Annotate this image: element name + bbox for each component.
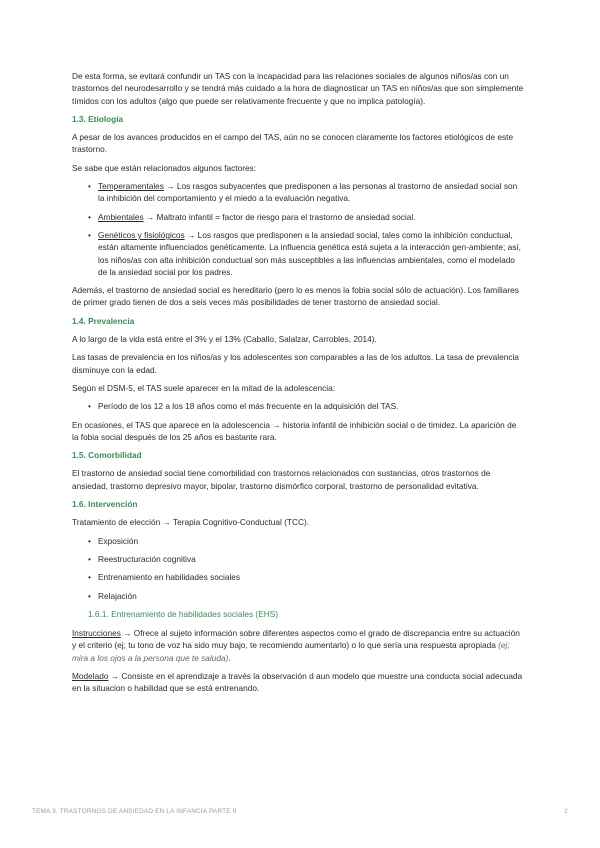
heading-intervencion: 1.6. Intervención [72, 499, 138, 510]
modelado-paragraph [72, 670, 524, 695]
heading-etiologia: 1.3. Etiología [72, 113, 124, 124]
page-footer [32, 808, 568, 815]
instrucciones-end: . [228, 652, 231, 663]
term-modelado: Modelado [72, 670, 109, 681]
intervencion-paragraph: Tratamiento de elección → Terapia Cognitivo-Conductual (TCC). [72, 517, 310, 528]
list-item: • Entrenamiento en habilidades sociales [88, 571, 524, 583]
intro-paragraph: De esta forma, se evitará confundir un TAS con la incapacidad para las relaciones sociales de algunos niños/as con un trastornos del neurodesarrollo y se tendrá más cuidado a la hora de diagnosticar un TAS en niños/as que son simplemente tímidos con los adultos (algo que puede ser relativamente frecuente y que no implica patología). [72, 71, 524, 106]
list-item: • Relajación [88, 590, 524, 602]
heading-comorbilidad: 1.5. Comorbilidad [72, 450, 142, 461]
list-item [88, 211, 524, 223]
list-item: • Reestructuración cognitiva [88, 553, 524, 565]
instrucciones-paragraph [72, 627, 524, 664]
intervencion-list [72, 535, 524, 602]
etiologia-paragraph-1: A pesar de los avances producidos en el campo del TAS, aún no se conocen claramente los factores etiológicos de este trastorno. [72, 132, 514, 155]
etiologia-paragraph-2: Se sabe que están relacionados algunos factores: [72, 162, 257, 173]
hereditario-paragraph: Además, el trastorno de ansiedad social es hereditario (pero lo es menos la fobia social sólo de actuación). Los familiares de primer grado tienen de dos a seis veces más posibilidades de tener trastorno de ansiedad social. [72, 285, 519, 308]
list-item: • Período de los 12 a los 18 años como el más frecuente en la adquisición del TAS. [88, 400, 524, 412]
instrucciones-example: (ej; mira a los ojos a la persona que te saluda) [72, 640, 510, 663]
prevalencia-paragraph-4: En ocasiones, el TAS que aparece en la adolescencia → historia infantil de inhibición social o de timidez. La aparición de la fobia social después de los 25 años es bastante rara. [72, 419, 517, 442]
list-item [88, 229, 524, 278]
prevalencia-list [72, 400, 524, 412]
page-number: 2 [564, 808, 568, 815]
factores-list [72, 180, 524, 278]
footer-title: TEMA 3. TRASTORNOS DE ANSIEDAD EN LA INFANCIA PARTE II [32, 808, 237, 815]
document-body [72, 70, 524, 701]
term-geneticos: Genéticos y fisiológicos [98, 229, 185, 240]
modelado-text: → Consiste en el aprendizaje a través la observación d aun modelo que muestre una conducta social adecuada en la situacion o habilidad que se está entrenando. [72, 670, 523, 694]
prevalencia-paragraph-1: A lo largo de la vida está entre el 3% y el 13% (Caballo, Salalzar, Carrobles, 2014). [72, 334, 377, 345]
prevalencia-paragraph-3: Según el DSM-5, el TAS suele aparecer en la mitad de la adolescencia: [72, 382, 336, 393]
subheading-ehs: 1.6.1. Entrenamiento de habilidades sociales (EHS) [88, 608, 279, 619]
list-item-text: → Maltrato infantil = factor de riesgo para el trastorno de ansiedad social. [143, 211, 416, 222]
term-temperamentales: Temperamentales [98, 181, 164, 192]
comorbilidad-paragraph: El trastorno de ansiedad social tiene comorbilidad con trastornos relacionados con sustancias, otros trastornos de ansiedad, trastorno depresivo mayor, bipolar, trastorno dismórfico corporal, trastorno de personalidad evitativa. [72, 468, 491, 491]
list-item-text: → Los rasgos que predisponen a la ansiedad social, tales como la inhibición conductual, están altamente influenciados genéticamente. La influencia genética está sujeta a la interacción gen-ambiente; así, los niños/as con alta inhibición conductual son más susceptibles a las influencias ambientales, como el modelado de la ansiedad social por los padres. [98, 229, 521, 277]
heading-prevalencia: 1.4. Prevalencia [72, 315, 135, 326]
list-item: • Exposición [88, 535, 524, 547]
term-instrucciones: Instrucciones [72, 628, 121, 639]
list-item-text: → Los rasgos subyacentes que predisponen a las personas al trastorno de ansiedad social son la inhibición del comportamiento y el miedo a la evaluación negativa. [98, 181, 518, 204]
term-ambientales: Ambientales [98, 211, 144, 222]
instrucciones-text: → Ofrece al sujeto información sobre diferentes aspectos como el grado de discrepancia entre su actuación y el criterio (ej; tu tono de voz ha sido muy bajo, te recomiendo aumentarlo) o lo que sería una respuesta apropiada [72, 628, 520, 651]
list-item [88, 180, 524, 205]
prevalencia-paragraph-2: Las tasas de prevalencia en los niños/as y los adolescentes son comparables a las de los adultos. La tasa de prevalencia disminuye con la edad. [72, 352, 519, 375]
